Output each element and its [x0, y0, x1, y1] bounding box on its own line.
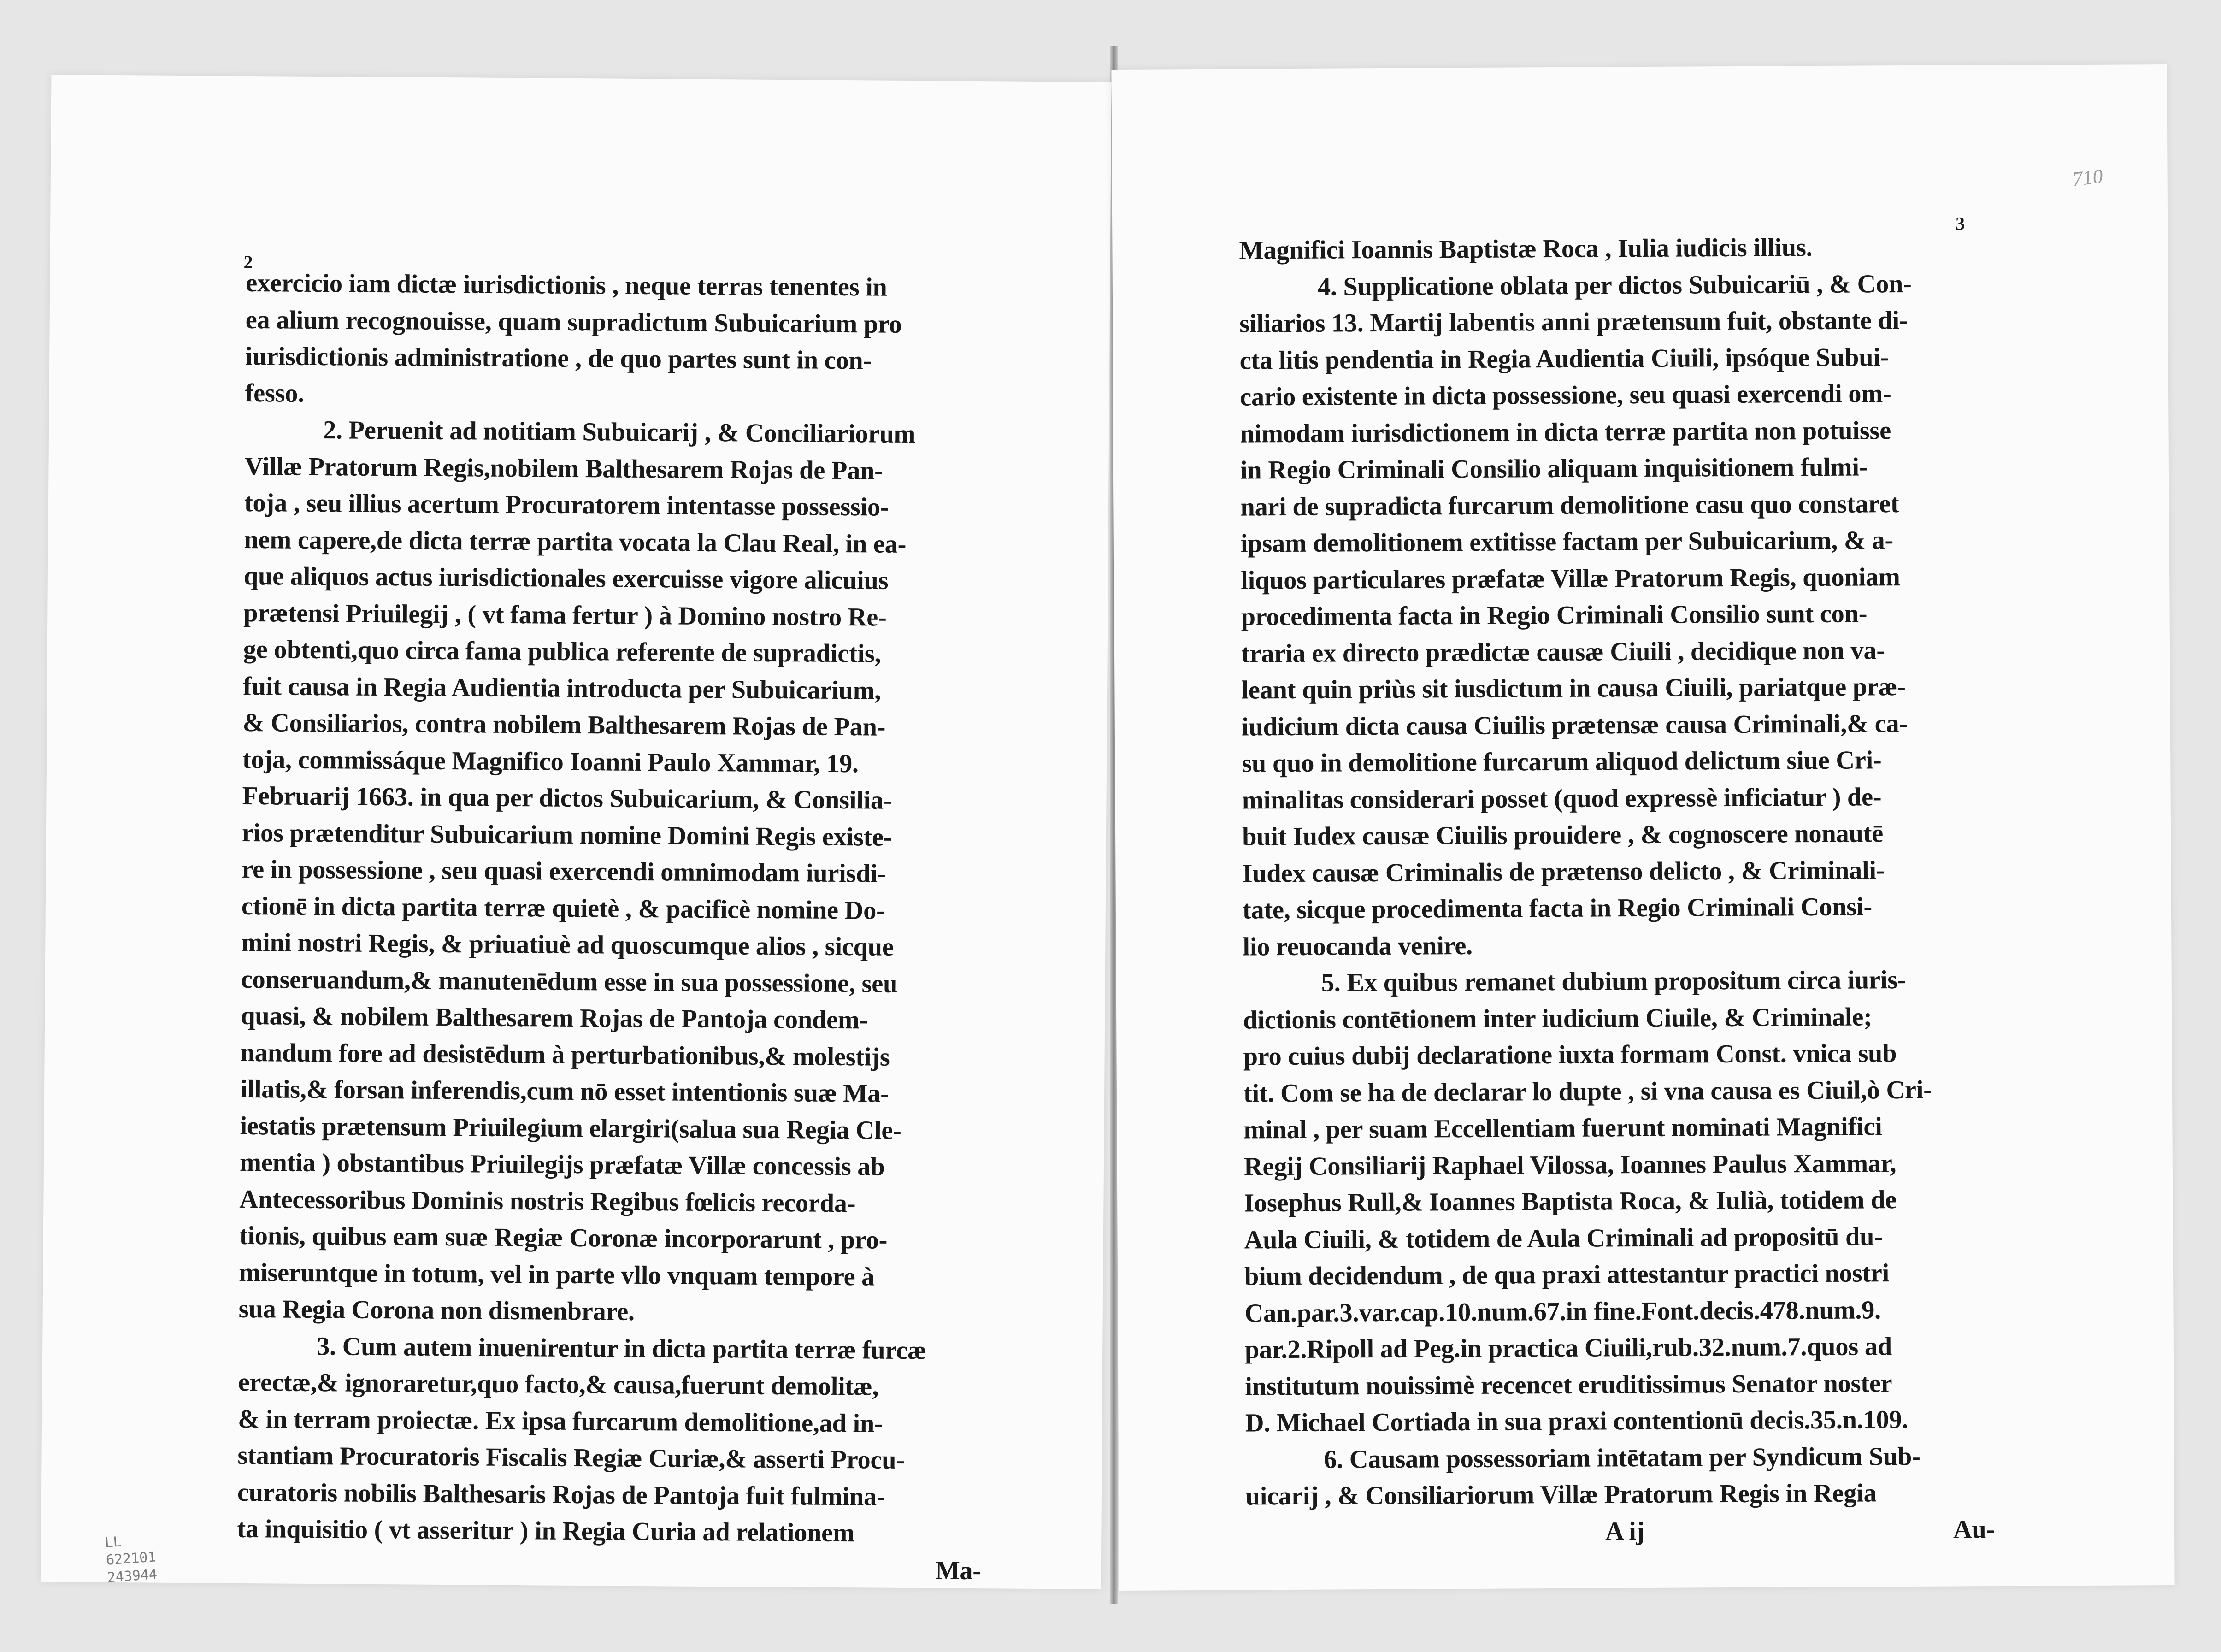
text-line: 3. Cum autem inuenirentur in dicta partita terræ furcæ	[316, 1332, 926, 1365]
stamp-line: 622101	[105, 1549, 157, 1569]
text-line: stantiam Procuratoris Fiscalis Regiæ Curiæ,& asserti Procu-	[237, 1441, 905, 1475]
text-line: 5. Ex quibus remanet dubium propositum circa iuris-	[1321, 966, 1906, 997]
text-line: ge obtenti,quo circa fama publica referente de supradictis,	[243, 635, 881, 668]
text-line: Iosephus Rull,& Ioannes Baptista Roca, & Iulià, totidem de	[1244, 1186, 1897, 1218]
text-line: su quo in demolitione furcarum aliquod delictum siue Cri-	[1242, 746, 1882, 778]
left-page	[41, 75, 1112, 1589]
text-line: nari de supradicta furcarum demolitione casu quo constaret	[1240, 489, 1899, 522]
text-line: tate, sicque procedimenta facta in Regio Criminali Consi-	[1242, 892, 1873, 925]
text-line: toja , seu illius acertum Procuratorem intentasse possessio-	[244, 488, 889, 522]
text-line: mini nostri Regis, & priuatiuè ad quoscumque alios , sicque	[241, 928, 894, 962]
text-line: quasi, & nobilem Balthesarem Rojas de Pantoja condem-	[240, 1001, 868, 1035]
text-line: miseruntque in totum, vel in parte vllo vnquam tempore à	[239, 1258, 875, 1292]
text-line: ta inquisitio ( vt asseritur ) in Regia Curia ad relationem	[237, 1514, 854, 1548]
text-line: curatoris nobilis Balthesaris Rojas de Pantoja fuit fulmina-	[237, 1478, 885, 1511]
text-line: Aula Ciuili, & totidem de Aula Criminali ad propositū du-	[1244, 1222, 1883, 1255]
text-line: liquos particulares præfatæ Villæ Pratorum Regis, quoniam	[1241, 562, 1900, 595]
catchword: Ma-	[935, 1556, 982, 1585]
text-line: tit. Com se ha de declarar lo dupte , si vna causa es Ciuil,ò Cri-	[1243, 1075, 1932, 1108]
text-line: toja, commissáque Magnifico Ioanni Paulo Xammar, 19.	[242, 745, 859, 778]
text-line: cta litis pendentia in Regia Audientia Ciuili, ipsóque Subui-	[1239, 342, 1889, 375]
text-line: Villæ Pratorum Regis,nobilem Balthesarem Rojas de Pan-	[244, 452, 883, 485]
text-line: iudicium dicta causa Ciuilis prætensæ causa Criminali,& ca-	[1241, 709, 1908, 742]
text-line: 6. Causam possessoriam intētatam per Syndicum Sub-	[1324, 1442, 1921, 1474]
text-line: Februarij 1663. in qua per dictos Subuicarium, & Consilia-	[242, 781, 892, 815]
text-line: iurisdictionis administratione , de quo partes sunt in con-	[245, 342, 872, 375]
text-line: minalitas considerari posset (quod expressè inficiatur ) de-	[1242, 782, 1882, 815]
right-page-text	[1239, 229, 1995, 1552]
text-line: iestatis prætensum Priuilegium elargiri(salua sua Regia Cle-	[240, 1111, 901, 1145]
text-line: Antecessoribus Dominis nostris Regibus fœlicis recorda-	[239, 1185, 856, 1218]
signature-line	[1246, 1511, 1995, 1552]
text-line: in Regio Criminali Consilio aliquam inquisitionem fulmi-	[1240, 453, 1868, 485]
text-line: prætensi Priuilegij , ( vt fama fertur ) à Domino nostro Re-	[243, 598, 887, 632]
text-line: ea alium recognouisse, quam supradictum Subuicarium pro	[245, 305, 902, 339]
text-line: leant quin priùs sit iusdictum in causa Ciuili, pariatque præ-	[1241, 673, 1906, 705]
text-line: buit Iudex causæ Ciuilis prouidere , & cognoscere nonautē	[1242, 819, 1884, 851]
text-line: rios prætenditur Subuicarium nomine Domini Regis existe-	[242, 818, 892, 852]
text-line: fesso.	[245, 378, 305, 408]
text-line: pro cuius dubij declaratione iuxta formam Const. vnica sub	[1243, 1039, 1897, 1071]
text-line: conseruandum,& manutenēdum esse in sua possessione, seu	[241, 965, 898, 998]
text-line: Iudex causæ Criminalis de prætenso delicto , & Criminali-	[1242, 856, 1885, 888]
signature-mark: A ij	[1605, 1516, 1645, 1546]
text-line: cario existente in dicta possessione, seu quasi exercendi om-	[1239, 379, 1891, 412]
archive-stamp	[104, 1531, 158, 1587]
text-line: minal , per suam Eccellentiam fuerunt nominati Magnifici	[1243, 1112, 1882, 1145]
text-line: lio reuocanda venire.	[1243, 931, 1473, 962]
text-line: & in terram proiectæ. Ex ipsa furcarum demolitione,ad in-	[237, 1404, 883, 1438]
left-page-text	[237, 265, 990, 1589]
right-page	[1111, 64, 2174, 1591]
text-line: exercicio iam dictæ iurisdictionis , neque terras tenentes in	[246, 268, 887, 302]
text-line: traria ex directo prædictæ causæ Ciuili , decidique non va-	[1241, 636, 1885, 668]
text-line: nem capere,de dicta terræ partita vocata la Clau Real, in ea-	[244, 525, 907, 559]
text-line: procedimenta facta in Regio Criminali Consilio sunt con-	[1241, 599, 1868, 631]
text-line: & Consiliarios, contra nobilem Balthesarem Rojas de Pan-	[242, 708, 886, 742]
text-line: dictionis contētionem inter iudicium Ciuile, & Criminale;	[1243, 1002, 1872, 1035]
text-line: Can.par.3.var.cap.10.num.67.in fine.Font.decis.478.num.9.	[1244, 1295, 1881, 1328]
text-line: 4. Supplicatione oblata per dictos Subuicariū , & Con-	[1317, 269, 1912, 301]
text-line: nandum fore ad desistēdum à perturbationibus,& molestijs	[240, 1038, 890, 1072]
page-number: 2	[243, 251, 253, 273]
text-line: siliarios 13. Martij labentis anni prætensum fuit, obstante di-	[1239, 306, 1908, 338]
text-line: ctionē in dicta partita terræ quietè , & pacificè nomine Do-	[241, 891, 885, 925]
text-line: Magnifici Ioannis Baptistæ Roca , Iulia iudicis illius.	[1239, 233, 1813, 265]
text-line: erectæ,& ignoraretur,quo facto,& causa,fuerunt demolitæ,	[238, 1368, 879, 1401]
catchword: Au-	[1953, 1515, 1995, 1544]
text-line: tionis, quibus eam suæ Regiæ Coronæ incorporarunt , pro-	[239, 1221, 888, 1255]
stamp-line: LL	[104, 1534, 122, 1551]
text-line: uicarij , & Consiliariorum Villæ Pratorum Regis in Regia	[1245, 1479, 1877, 1511]
text-line: sua Regia Corona non dismenbrare.	[238, 1294, 635, 1326]
text-line: institutum nouissimè recencet eruditissimus Senator noster	[1245, 1369, 1892, 1401]
text-line: que aliquos actus iurisdictionales exercuisse vigore alicuius	[243, 561, 889, 595]
text-line: Regij Consiliarij Raphael Vilossa, Ioannes Paulus Xammar,	[1243, 1149, 1897, 1181]
text-line: D. Michael Cortiada in sua praxi contentionū decis.35.n.109.	[1245, 1405, 1909, 1438]
text-line: mentia ) obstantibus Priuilegijs præfatæ Villæ concessis ab	[239, 1148, 885, 1181]
stamp-line: 243944	[106, 1566, 158, 1586]
text-line: ipsam demolitionem extitisse factam per Subuicarium, & a-	[1240, 526, 1894, 558]
page-number: 3	[1956, 213, 1965, 234]
text-line: fuit causa in Regia Audientia introducta per Subuicarium,	[242, 672, 881, 705]
text-line: nimodam iurisdictionem in dicta terræ partita non potuisse	[1240, 416, 1891, 448]
text-line: par.2.Ripoll ad Peg.in practica Ciuili,rub.32.num.7.quos ad	[1244, 1332, 1892, 1364]
text-line: illatis,& forsan inferendis,cum nō esset intentionis suæ Ma-	[240, 1074, 889, 1108]
text-line: re in possessione , seu quasi exercendi omnimodam iurisdi-	[242, 855, 886, 888]
text-line: 2. Peruenit ad notitiam Subuicarij , & Conciliariorum	[323, 416, 916, 449]
folio-mark: 710	[2071, 165, 2104, 191]
text-line: bium decidendum , de qua praxi attestantur practici nostri	[1244, 1259, 1890, 1291]
